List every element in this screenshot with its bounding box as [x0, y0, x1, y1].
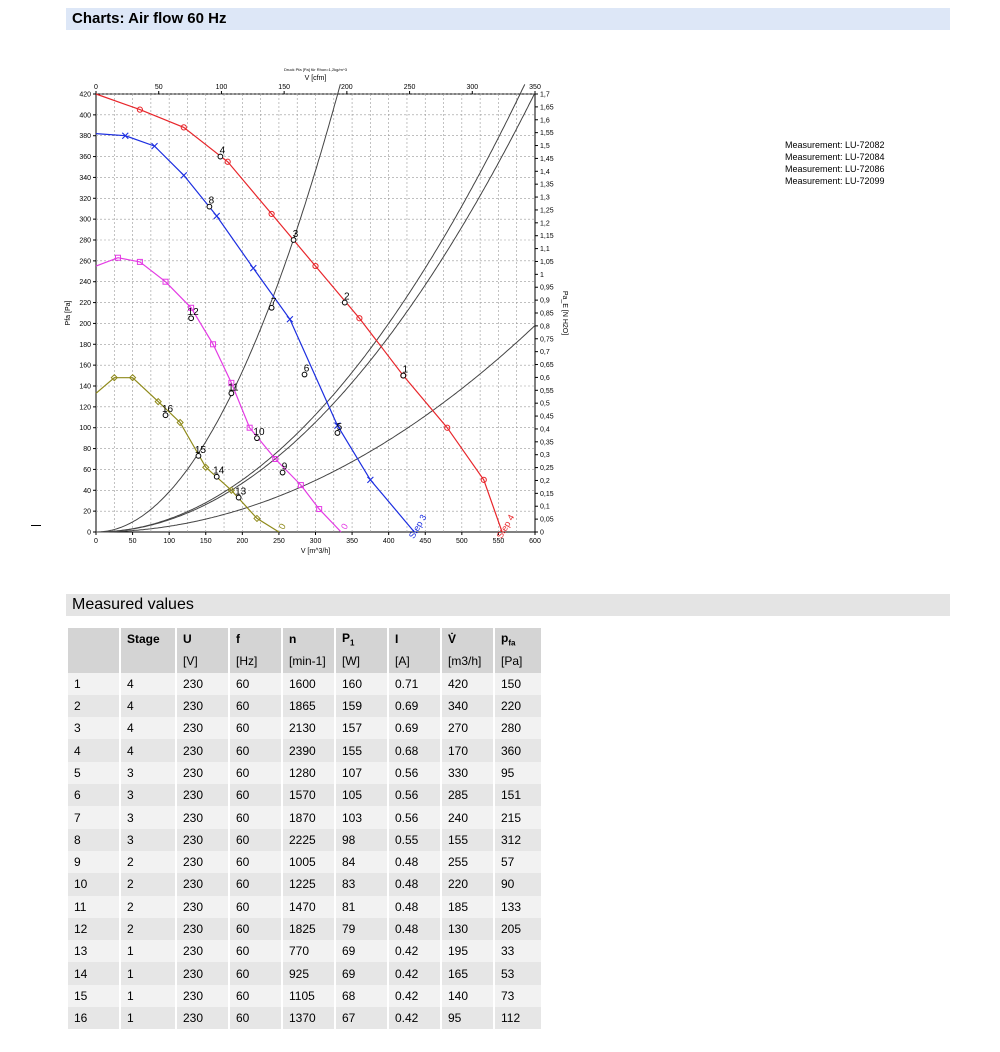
table-cell: 215 [495, 806, 541, 828]
table-header-row [68, 628, 541, 650]
table-cell: 230 [177, 896, 228, 918]
y2-tick-label: 0,25 [540, 465, 554, 473]
table-cell: 95 [495, 762, 541, 784]
table-row [68, 695, 541, 717]
table-row [68, 762, 541, 784]
table-cell: 60 [230, 762, 281, 784]
table-cell: 0.69 [389, 695, 440, 717]
y2-tick-label: 0,05 [540, 516, 554, 524]
x-axis-label: V [m^3/h] [300, 548, 331, 555]
table-cell: 53 [495, 962, 541, 984]
table-cell: 1600 [283, 673, 334, 695]
table-cell: 16 [68, 1007, 119, 1029]
unit-cell: [m3/h] [442, 650, 493, 672]
table-cell: 79 [336, 918, 387, 940]
table-cell: 1280 [283, 762, 334, 784]
col-header-index [68, 628, 119, 650]
table-row [68, 851, 541, 873]
y2-tick-label: 1,05 [540, 258, 554, 266]
col-header-pfa: $p_{fa}$ [495, 628, 541, 650]
table-cell: 0.56 [389, 762, 440, 784]
operating-point-label: 15 [194, 444, 206, 456]
table-cell: 0.71 [389, 673, 440, 695]
y2-tick-label: 1,6 [540, 117, 550, 125]
x-tick-label: 500 [455, 538, 468, 545]
x-tick-label: 150 [199, 538, 212, 545]
table-cell: 230 [177, 717, 228, 739]
table-row [68, 940, 541, 962]
table-cell: 84 [336, 851, 387, 873]
y-tick-label: 140 [79, 383, 91, 391]
table-cell: 2390 [283, 739, 334, 761]
table-cell: 0.48 [389, 851, 440, 873]
table-cell: 0.69 [389, 717, 440, 739]
airflow-chart [0, 40, 1000, 570]
measured-title: Measured values [72, 596, 194, 613]
y-tick-label: 280 [79, 237, 91, 245]
y2-tick-label: 0,45 [540, 413, 554, 421]
table-cell: 230 [177, 1007, 228, 1029]
table-row [68, 784, 541, 806]
operating-point-label: 2 [343, 291, 350, 303]
table-cell: 7 [68, 806, 119, 828]
table-cell: 330 [442, 762, 493, 784]
table-cell: 2 [121, 918, 175, 940]
table-cell: 140 [442, 985, 493, 1007]
table-cell: 155 [442, 829, 493, 851]
table-cell: 3 [68, 717, 119, 739]
y2-tick-label: 0 [540, 529, 544, 537]
y-tick-label: 40 [83, 487, 91, 495]
table-cell: 220 [442, 873, 493, 895]
table-cell: 0.48 [389, 896, 440, 918]
y2-tick-label: 0,7 [540, 349, 550, 357]
table-row [68, 806, 541, 828]
y2-tick-label: 1,7 [540, 91, 550, 99]
y2-tick-label: 1,5 [540, 143, 550, 151]
table-cell: 0.48 [389, 873, 440, 895]
table-cell: 103 [336, 806, 387, 828]
table-cell: 160 [336, 673, 387, 695]
table-cell: 230 [177, 673, 228, 695]
y2-tick-label: 0,35 [540, 439, 554, 447]
table-cell: 60 [230, 829, 281, 851]
table-row [68, 739, 541, 761]
table-row [68, 918, 541, 940]
table-cell: 170 [442, 739, 493, 761]
table-cell: 60 [230, 717, 281, 739]
table-cell: 230 [177, 940, 228, 962]
operating-point-label: 5 [336, 421, 343, 433]
operating-point-label: 13 [235, 486, 247, 498]
y2-tick-label: 0,1 [540, 503, 550, 511]
operating-point-label: 14 [213, 465, 225, 477]
table-cell: 312 [495, 829, 541, 851]
table-cell: 3 [121, 762, 175, 784]
table-cell: 133 [495, 896, 541, 918]
measurement-list [785, 139, 885, 187]
x2-tick-label: 100 [215, 84, 228, 91]
table-cell: 155 [336, 739, 387, 761]
table-cell: 280 [495, 717, 541, 739]
table-cell: 3 [121, 806, 175, 828]
table-cell: 1225 [283, 873, 334, 895]
table-cell: 14 [68, 962, 119, 984]
operating-point-label: 8 [208, 195, 215, 207]
table-cell: 1470 [283, 896, 334, 918]
table-cell: 60 [230, 739, 281, 761]
table-cell: 12 [68, 918, 119, 940]
y-tick-label: 300 [79, 216, 91, 224]
table-cell: 4 [121, 695, 175, 717]
table-row [68, 896, 541, 918]
table-cell: 0.55 [389, 829, 440, 851]
table-cell: 255 [442, 851, 493, 873]
x-tick-label: 100 [163, 538, 176, 545]
table-cell: 60 [230, 962, 281, 984]
table-cell: 151 [495, 784, 541, 806]
y-tick-label: 180 [79, 341, 91, 349]
y-tick-label: 120 [79, 404, 91, 412]
table-cell: 1865 [283, 695, 334, 717]
y2-tick-label: 0,95 [540, 284, 554, 292]
x-tick-label: 50 [128, 538, 137, 545]
series-label: 0 [338, 521, 351, 532]
table-cell: 165 [442, 962, 493, 984]
table-cell: 205 [495, 918, 541, 940]
table-cell: 1105 [283, 985, 334, 1007]
table-cell: 1005 [283, 851, 334, 873]
unit-cell [68, 650, 119, 672]
table-cell: 67 [336, 1007, 387, 1029]
table-cell: 2 [68, 695, 119, 717]
table-cell: 230 [177, 829, 228, 851]
table-cell: 230 [177, 806, 228, 828]
y2-tick-label: 0,2 [540, 477, 550, 485]
table-cell: 270 [442, 717, 493, 739]
table-row [68, 829, 541, 851]
y2-tick-label: 0,5 [540, 400, 550, 408]
y2-tick-label: 1,65 [540, 104, 554, 112]
x2-tick-label: 150 [278, 84, 290, 91]
table-cell: 90 [495, 873, 541, 895]
table-cell: 230 [177, 962, 228, 984]
table-cell: 4 [121, 717, 175, 739]
col-header-n: n [283, 628, 334, 650]
y2-tick-label: 1,35 [540, 181, 554, 189]
y-tick-label: 100 [79, 425, 91, 433]
operating-point-label: 7 [270, 296, 277, 308]
unit-cell: [min-1] [283, 650, 334, 672]
y2-tick-label: 1 [540, 271, 544, 279]
table-cell: 105 [336, 784, 387, 806]
table-cell: 2130 [283, 717, 334, 739]
table-cell: 0.42 [389, 985, 440, 1007]
y2-tick-label: 0,85 [540, 310, 554, 318]
table-cell: 4 [121, 673, 175, 695]
y2-tick-label: 1,45 [540, 155, 554, 163]
table-row [68, 985, 541, 1007]
col-header-v: V̇ [442, 628, 493, 650]
y-tick-label: 420 [79, 91, 91, 99]
y-tick-label: 380 [79, 133, 91, 141]
measured-values-table [66, 628, 543, 1029]
table-cell: 159 [336, 695, 387, 717]
table-row [68, 717, 541, 739]
measured-header-bar [66, 594, 950, 616]
table-cell: 230 [177, 695, 228, 717]
table-cell: 1 [121, 940, 175, 962]
operating-point-label: 3 [292, 229, 299, 240]
table-units-row [68, 650, 541, 672]
table-cell: 57 [495, 851, 541, 873]
measurement-item: Measurement: LU-72082 [785, 140, 885, 150]
table-cell: 81 [336, 896, 387, 918]
table-cell: 1 [121, 985, 175, 1007]
y2-tick-label: 1,15 [540, 233, 554, 241]
y2-tick-label: 1,25 [540, 207, 554, 215]
table-cell: 112 [495, 1007, 541, 1029]
table-cell: 230 [177, 739, 228, 761]
operating-point-label: 9 [281, 461, 288, 473]
y-tick-label: 360 [79, 154, 91, 162]
unit-cell: [Hz] [230, 650, 281, 672]
table-cell: 3 [121, 829, 175, 851]
y2-tick-label: 0,65 [540, 362, 554, 370]
y2-tick-label: 0,6 [540, 374, 550, 382]
y2-tick-label: 1,2 [540, 220, 550, 228]
y-tick-label: 20 [83, 508, 91, 516]
operating-point-label: 6 [303, 363, 310, 375]
table-cell: 0.42 [389, 940, 440, 962]
y2-tick-label: 0,3 [540, 452, 550, 460]
table-row [68, 673, 541, 695]
x-tick-label: 200 [236, 538, 249, 545]
table-cell: 2225 [283, 829, 334, 851]
table-cell: 60 [230, 806, 281, 828]
charts-title: Charts: Air flow 60 Hz [72, 10, 227, 27]
y2-tick-label: 1,3 [540, 194, 550, 202]
table-cell: 10 [68, 873, 119, 895]
table-cell: 0.68 [389, 739, 440, 761]
x-tick-label: 0 [94, 538, 98, 545]
table-cell: 60 [230, 673, 281, 695]
operating-point-label: 10 [253, 427, 265, 439]
y-tick-label: 400 [79, 112, 91, 120]
table-cell: 130 [442, 918, 493, 940]
x2-tick-label: 200 [341, 84, 353, 91]
unit-cell: [Pa] [495, 650, 541, 672]
y2-tick-label: 0,15 [540, 490, 554, 498]
table-cell: 1570 [283, 784, 334, 806]
x2-tick-label: 50 [154, 84, 163, 91]
table-cell: 60 [230, 784, 281, 806]
y2-tick-label: 0,9 [540, 297, 550, 305]
table-cell: 220 [495, 695, 541, 717]
y-tick-label: 340 [79, 174, 91, 182]
table-cell: 60 [230, 695, 281, 717]
table-cell: 185 [442, 896, 493, 918]
x2-tick-label: 350 [529, 84, 541, 91]
unit-cell: [A] [389, 650, 440, 672]
table-cell: 230 [177, 873, 228, 895]
x2-axis-label: V [cfm] [304, 75, 327, 82]
table-cell: 13 [68, 940, 119, 962]
table-cell: 195 [442, 940, 493, 962]
table-cell: 157 [336, 717, 387, 739]
unit-cell: [V] [177, 650, 228, 672]
y2-tick-label: 0,8 [540, 323, 550, 331]
y-tick-label: 220 [79, 300, 91, 308]
measurement-item: Measurement: LU-72099 [785, 176, 885, 186]
table-cell: 1825 [283, 918, 334, 940]
charts-header-bar [66, 8, 950, 30]
unit-cell: [W] [336, 650, 387, 672]
operating-point-label: 11 [228, 382, 239, 394]
table-cell: 98 [336, 829, 387, 851]
table-cell: 69 [336, 940, 387, 962]
y2-tick-label: 1,1 [540, 246, 550, 254]
chart-title: Druck Pfa [Pa] für Rhon=1,2kg/m^3 [284, 67, 347, 72]
y-axis-label: Pfa [Pa] [65, 300, 72, 326]
table-cell: 60 [230, 918, 281, 940]
series-label: Step 3 [406, 512, 429, 541]
y2-tick-label: 0,75 [540, 336, 554, 344]
x2-tick-label: 300 [466, 84, 479, 91]
table-cell: 2 [121, 851, 175, 873]
table-cell: 770 [283, 940, 334, 962]
table-cell: 60 [230, 1007, 281, 1029]
table-cell: 230 [177, 851, 228, 873]
table-cell: 1 [121, 1007, 175, 1029]
y-tick-label: 160 [79, 362, 91, 370]
table-cell: 5 [68, 762, 119, 784]
table-cell: 3 [121, 784, 175, 806]
x-tick-label: 450 [419, 538, 432, 545]
table-cell: 1870 [283, 806, 334, 828]
unit-cell [121, 650, 175, 672]
table-cell: 150 [495, 673, 541, 695]
y2-tick-label: 0,4 [540, 426, 550, 434]
table-cell: 60 [230, 851, 281, 873]
x-tick-label: 250 [273, 538, 285, 545]
operating-point-label: 16 [161, 404, 174, 416]
table-cell: 0.56 [389, 784, 440, 806]
table-cell: 95 [442, 1007, 493, 1029]
table-cell: 60 [230, 985, 281, 1007]
table-cell: 4 [121, 739, 175, 761]
table-cell: 15 [68, 985, 119, 1007]
y-tick-label: 60 [83, 466, 91, 474]
table-cell: 1 [121, 962, 175, 984]
series-label: 0 [276, 521, 288, 532]
table-cell: 1 [68, 673, 119, 695]
table-cell: 0.56 [389, 806, 440, 828]
table-cell: 230 [177, 918, 228, 940]
col-header-u: U [177, 628, 228, 650]
table-cell: 6 [68, 784, 119, 806]
table-cell: 420 [442, 673, 493, 695]
x2-tick-label: 0 [94, 84, 98, 91]
x-tick-label: 300 [309, 538, 322, 545]
table-cell: 83 [336, 873, 387, 895]
y-tick-label: 320 [79, 195, 91, 203]
table-cell: 230 [177, 762, 228, 784]
y2-tick-label: 0,55 [540, 387, 554, 395]
table-cell: 69 [336, 962, 387, 984]
measurement-item: Measurement: LU-72084 [785, 152, 885, 162]
x2-tick-label: 250 [403, 84, 416, 91]
y2-tick-label: 1,55 [540, 130, 554, 138]
col-header-stage: Stage [121, 628, 175, 650]
col-header-i: I [389, 628, 440, 650]
table-cell: 33 [495, 940, 541, 962]
x-tick-label: 600 [529, 538, 541, 545]
operating-point-label: 12 [187, 307, 199, 319]
dash-mark [31, 525, 41, 526]
table-cell: 0.48 [389, 918, 440, 940]
table-row [68, 962, 541, 984]
table-row [68, 873, 541, 895]
table-cell: 2 [121, 873, 175, 895]
operating-point-label: 1 [402, 364, 409, 376]
table-cell: 230 [177, 784, 228, 806]
col-header-p1: $P_1$ [336, 628, 387, 650]
y2-tick-label: 1,4 [540, 168, 550, 176]
table-cell: 107 [336, 762, 387, 784]
table-cell: 360 [495, 739, 541, 761]
table-cell: 73 [495, 985, 541, 1007]
table-cell: 68 [336, 985, 387, 1007]
col-header-f: f [230, 628, 281, 650]
table-cell: 60 [230, 873, 281, 895]
table-cell: 925 [283, 962, 334, 984]
y-tick-label: 200 [79, 320, 91, 328]
measurement-item: Measurement: LU-72086 [785, 164, 885, 174]
y2-axis-label: Pa_E [N H2O] [561, 290, 568, 336]
x-tick-label: 350 [346, 538, 358, 545]
table-cell: 2 [121, 896, 175, 918]
table-cell: 240 [442, 806, 493, 828]
series-label: Step 4 [494, 512, 517, 541]
y-tick-label: 0 [87, 529, 91, 537]
table-cell: 1370 [283, 1007, 334, 1029]
operating-point-label: 4 [219, 145, 226, 157]
table-cell: 60 [230, 896, 281, 918]
table-cell: 8 [68, 829, 119, 851]
table-cell: 9 [68, 851, 119, 873]
x-tick-label: 550 [492, 538, 505, 545]
table-cell: 0.42 [389, 1007, 440, 1029]
table-row [68, 1007, 541, 1029]
y-tick-label: 80 [83, 446, 91, 454]
table-cell: 4 [68, 739, 119, 761]
table-cell: 11 [68, 896, 119, 918]
table-cell: 285 [442, 784, 493, 806]
y-tick-label: 240 [79, 279, 91, 287]
table-cell: 230 [177, 985, 228, 1007]
table-cell: 0.42 [389, 962, 440, 984]
x-tick-label: 400 [382, 538, 395, 545]
y-tick-label: 260 [79, 258, 91, 266]
table-cell: 340 [442, 695, 493, 717]
table-cell: 60 [230, 940, 281, 962]
